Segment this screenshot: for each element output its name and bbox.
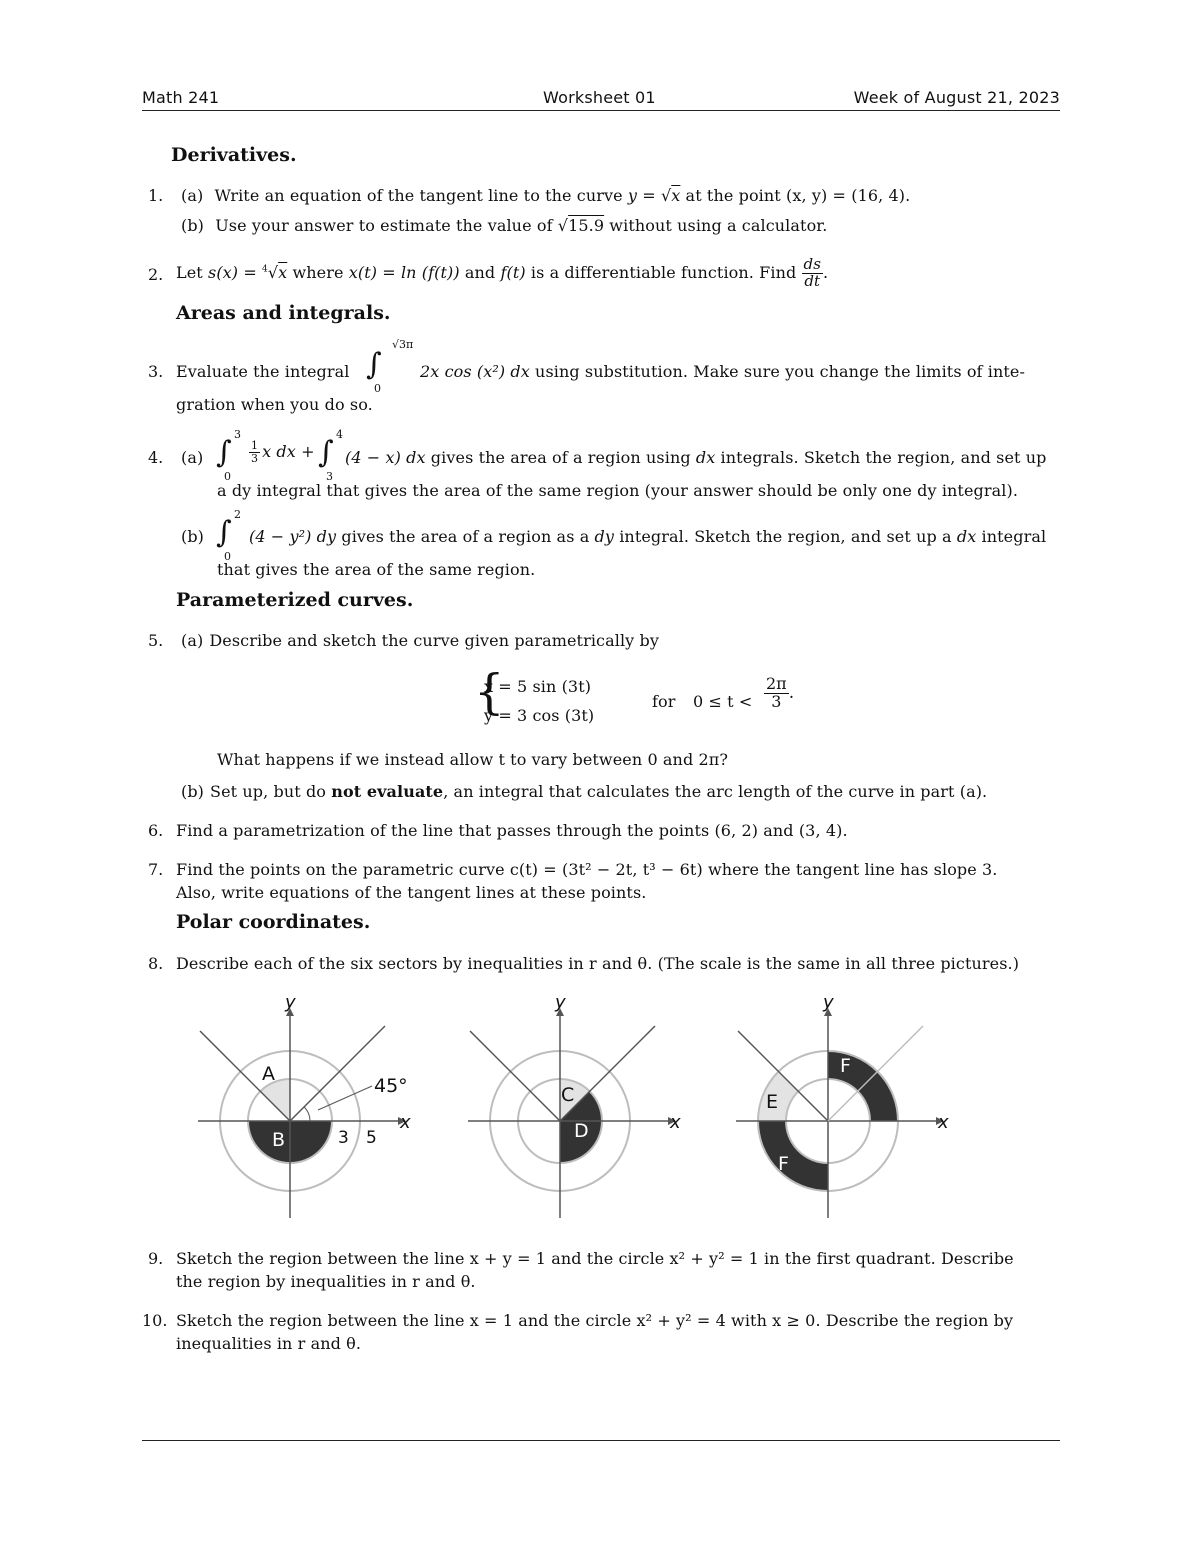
label-a: A [262,1063,275,1085]
problem-number: 1. [148,186,164,205]
problem-text: Let [176,262,209,282]
figure-2 [468,992,681,1218]
problem-3-integrand: 2x cos (x²) dx using substitution. Make sure you change the limits of inte- [420,362,1025,381]
worksheet-title: Worksheet 01 [543,88,656,107]
radius-label-5: 5 [366,1128,377,1148]
problem-text: where [287,262,349,282]
axis-label-y: y [555,992,566,1013]
problem-5b: (b) Set up, but do not evaluate, an integral that calculates the arc length of the curve in part (a). [181,782,988,801]
radicand: 15.9 [568,216,605,235]
param-eq-y: y = 3 cos (3t) [484,706,595,725]
label-b: B [272,1129,286,1151]
math-expression: s(x) = [208,262,263,282]
problem-text: without using a calculator. [604,216,828,235]
problem-6: Find a parametrization of the line that passes through the points (6, 2) and (3, 4). [176,821,848,840]
label-f-upper: F [840,1055,851,1077]
problem-4a-text: (4 − x) dx gives the area of a region using dx integrals. Sketch the region, and set up [345,448,1047,467]
axis-label-x: x [400,1112,411,1133]
problem-9-line1: Sketch the region between the line x + y = 1 and the circle x² + y² = 1 in the first quadrant. Describe [176,1249,1014,1268]
left-brace: { [474,664,505,720]
problem-number: 2. [148,265,164,284]
problem-4a-continued: a dy integral that gives the area of the same region (your answer should be only one dy integral). [217,481,1019,500]
math-expression: (x, y) = (16, 4). [786,186,911,205]
problem-10-line1: Sketch the region between the line x = 1 and the circle x² + y² = 4 with x ≥ 0. Describe the region by [176,1311,1014,1330]
problem-3-continued: gration when you do so. [176,395,373,414]
problem-text: and [459,262,501,282]
problem-text: Write an equation of the tangent line to the curve [214,186,628,205]
problem-number: 8. [148,954,164,973]
param-eq-x: x = 5 sin (3t) [484,677,592,696]
problem-number: 7. [148,860,164,879]
polar-sector-figures [190,990,1010,1220]
section-areas: Areas and integrals. [176,302,391,324]
problem-number: 5. [148,631,164,650]
for-label: for [652,692,676,711]
problem-number: 10. [142,1311,168,1330]
part-label: (b) [181,216,205,235]
problem-5a: (a) Describe and sketch the curve given parametrically by [181,631,659,650]
math-expression: f(t) [500,262,526,282]
fraction-ds-dt: $\frac{ds}{dt}$ [803,255,822,290]
header-rule [142,110,1060,111]
header-date: Week of August 21, 2023 [853,88,1060,107]
label-f-lower: F [778,1153,789,1175]
angle-label: 45° [374,1075,408,1097]
sector-a [260,1079,290,1121]
problem-7-line2: Also, write equations of the tangent lines at these points. [176,883,647,902]
axis-label-y: y [823,992,834,1013]
label-d: D [574,1120,589,1142]
figure-1 [198,992,411,1218]
section-parameterized: Parameterized curves. [176,589,414,611]
t-range: 0 ≤ t < [693,692,753,711]
problem-1b: (b) Use your answer to estimate the value of √15.9 without using a calculator. [181,216,828,235]
footer-rule [142,1440,1060,1441]
problem-4b-text: (4 − y²) dy gives the area of a region as a dy integral. Sketch the region, and set up a dx integral [249,527,1047,546]
problem-text: is a differentiable function. Find [525,262,802,282]
problem-10-line2: inequalities in r and θ. [176,1334,362,1353]
root-index: 4 [262,264,268,275]
section-polar: Polar coordinates. [176,911,371,933]
problem-5-question: What happens if we instead allow t to vary between 0 and 2π? [217,750,729,769]
integral-sign: ∫ √3π 0 [366,338,414,395]
radius-label-3: 3 [338,1128,349,1148]
part-label: (a) [181,448,204,467]
problem-number: 6. [148,821,164,840]
problem-9-line2: the region by inequalities in r and θ. [176,1272,476,1291]
problem-number: 3. [148,362,164,381]
part-label: (b) [181,527,205,546]
problem-4a-term1: $\frac{1}{3}$ x dx + [251,439,315,465]
integral-sign: ∫ 2 0 [216,508,241,563]
section-derivatives: Derivatives. [171,144,297,166]
problem-number: 4. [148,448,164,467]
figure-3 [736,992,949,1218]
problem-2: Let s(x) = $^4$√x where x(t) = ln (f(t)) and f(t) is a differentiable function. Find $\frac{ds}{dt}$ . [176,255,829,290]
axis-label-x: x [670,1112,681,1133]
label-e: E [766,1091,779,1113]
problem-1a: (a) Write an equation of the tangent line to the curve y = √x at the point (x, y) = (16, 4). [181,186,911,205]
part-label: (a) [181,186,204,205]
problem-3-text: Evaluate the integral [176,362,350,381]
fraction-2pi-3: $\frac{2\pi}{3}$ . [766,674,795,711]
integral-sign: ∫ 3 0 [216,428,241,483]
course-name: Math 241 [142,88,220,107]
problem-8: Describe each of the six sectors by inequalities in r and θ. (The scale is the same in all three pictures.) [176,954,1020,973]
axis-label-y: y [285,992,296,1013]
label-c: C [561,1084,575,1106]
problem-7-line1: Find the points on the parametric curve c(t) = (3t² − 2t, t³ − 6t) where the tangent line has slope 3. [176,860,998,879]
math-expression: x(t) = ln (f(t)) [348,262,460,282]
integral-sign: ∫ 4 3 [318,428,343,483]
problem-number: 9. [148,1249,164,1268]
problem-text: at the point [680,186,787,205]
problem-4b-continued: that gives the area of the same region. [217,560,536,579]
axis-label-x: x [938,1112,949,1133]
problem-text: Use your answer to estimate the value of [215,216,558,235]
